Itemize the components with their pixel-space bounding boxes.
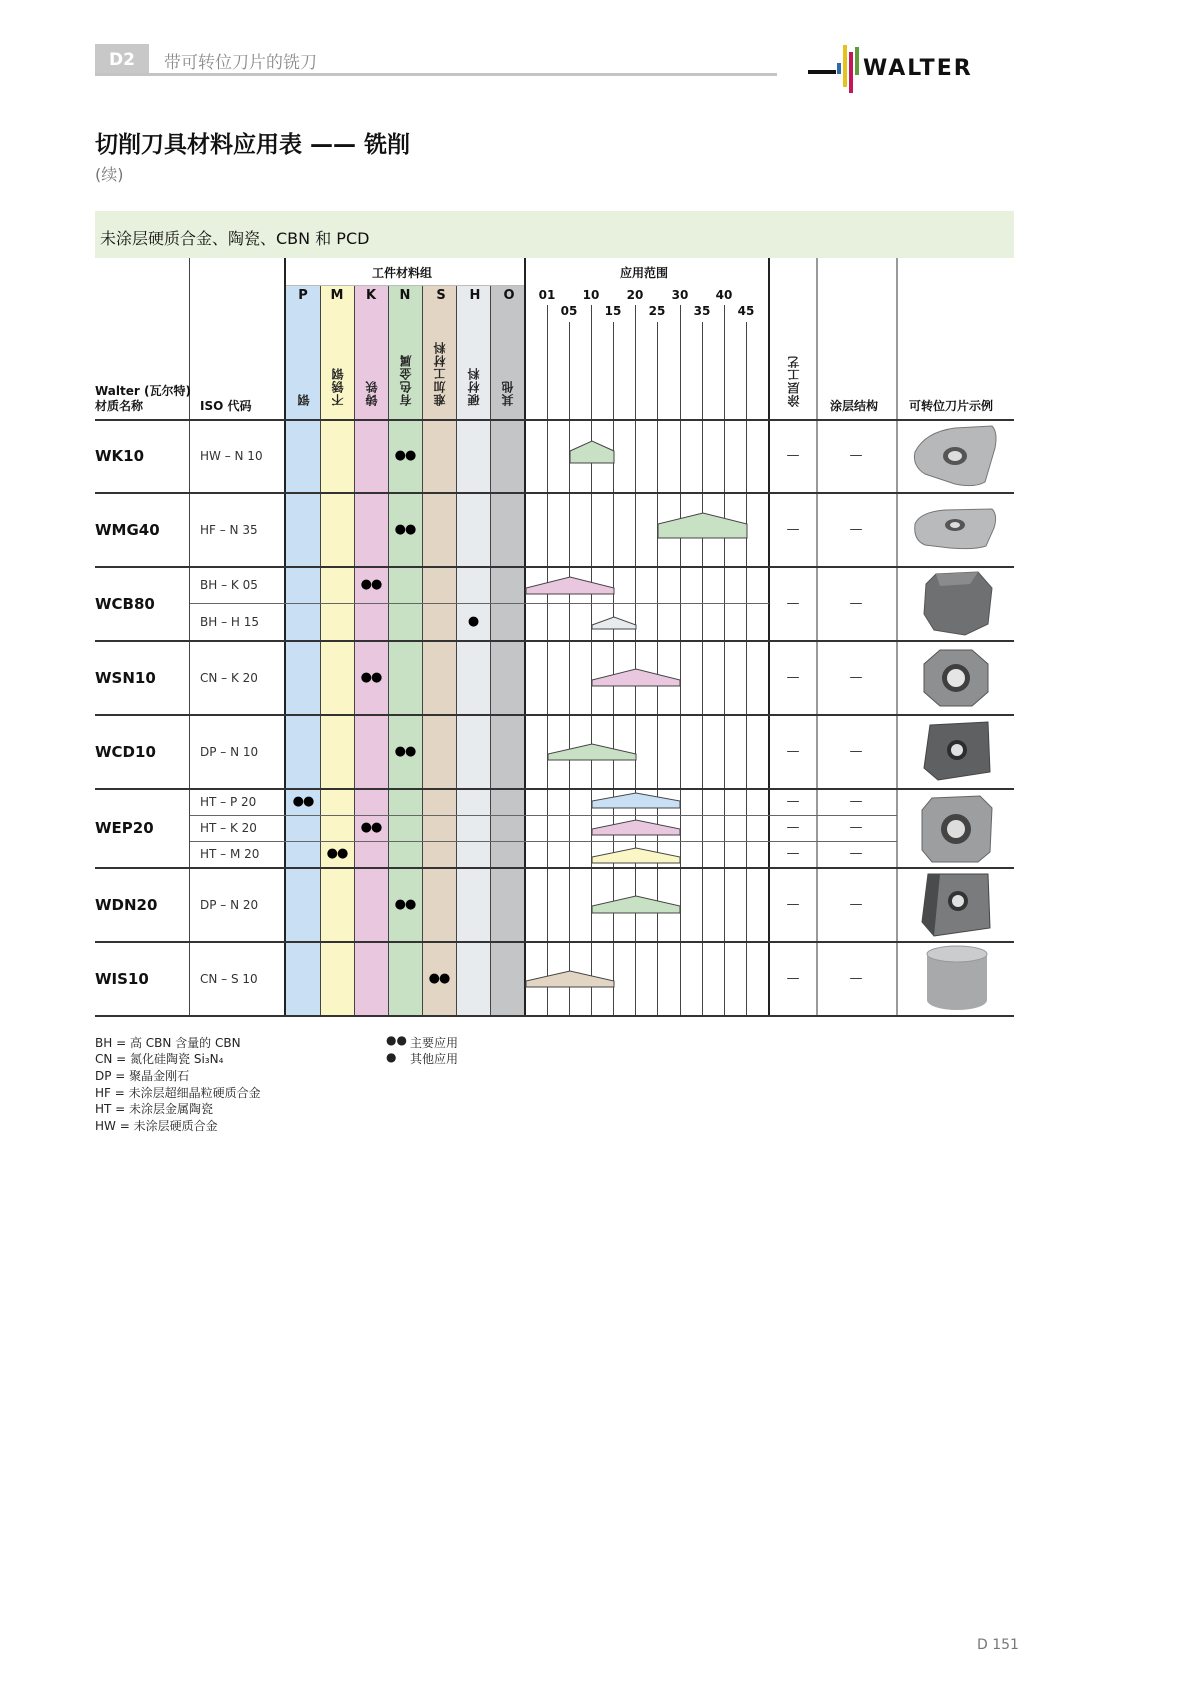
legend-dp: DP = 聚晶金刚石 bbox=[95, 1069, 190, 1083]
tick-label-20: 20 bbox=[626, 288, 644, 302]
chapter-code-badge: D2 bbox=[95, 44, 149, 75]
group-letter-n: N bbox=[399, 288, 411, 303]
legend-bh: BH = 高 CBN 含量的 CBN bbox=[95, 1036, 241, 1050]
range-bar-wcb80-h15 bbox=[592, 617, 636, 629]
main-application-dots: ●● bbox=[326, 846, 348, 861]
iso-code: CN – K 20 bbox=[200, 671, 258, 685]
coating-structure-value: — bbox=[849, 670, 863, 685]
coating-structure-value: — bbox=[849, 448, 863, 463]
group-label-n: 有色金属 bbox=[399, 354, 413, 406]
insert-image-wis10 bbox=[927, 946, 987, 1010]
group-label-s: 难加工材料 bbox=[433, 341, 447, 406]
tick-label-05: 05 bbox=[560, 304, 578, 318]
range-bar-wep20-p20 bbox=[592, 793, 680, 808]
group-label-p: 钢 bbox=[297, 393, 311, 406]
insert-image-wcb80 bbox=[924, 572, 992, 635]
grade-name: WK10 bbox=[95, 447, 145, 465]
range-bar-wep20-k20 bbox=[592, 820, 680, 835]
insert-image-wk10 bbox=[914, 426, 996, 486]
legend-symbol-main: ●● bbox=[386, 1033, 407, 1047]
coating-structure-value: — bbox=[849, 820, 863, 835]
header-application-range: 应用范围 bbox=[620, 266, 669, 280]
iso-code: BH – H 15 bbox=[200, 615, 259, 629]
page-number: D 151 bbox=[977, 1637, 1019, 1653]
iso-code: HT – K 20 bbox=[200, 821, 257, 835]
group-label-h: 硬材料 bbox=[467, 367, 481, 406]
iso-code: HF – N 35 bbox=[200, 523, 258, 537]
coating-process-value: — bbox=[786, 522, 800, 537]
group-label-o: 其他 bbox=[501, 380, 515, 406]
legend-cn: CN = 氮化硅陶瓷 Si₃N₄ bbox=[95, 1052, 224, 1066]
legend-symbol-other: ● bbox=[386, 1050, 397, 1064]
coating-structure-value: — bbox=[849, 744, 863, 759]
main-application-dots: ●● bbox=[394, 448, 416, 463]
range-bar-wcb80-k05 bbox=[526, 577, 614, 594]
group-letter-p: P bbox=[298, 288, 308, 303]
section-title: 未涂层硬质合金、陶瓷、CBN 和 PCD bbox=[100, 229, 370, 248]
coating-process-value: — bbox=[786, 670, 800, 685]
insert-image-wcd10 bbox=[924, 722, 990, 780]
group-letter-s: S bbox=[436, 288, 446, 303]
range-bar-wmg40 bbox=[658, 513, 747, 538]
iso-code: HW – N 10 bbox=[200, 449, 263, 463]
legend-hf: HF = 未涂层超细晶粒硬质合金 bbox=[95, 1086, 261, 1100]
coating-process-value: — bbox=[786, 744, 800, 759]
tick-label-35: 35 bbox=[693, 304, 711, 318]
grade-name: WCD10 bbox=[95, 743, 156, 761]
main-application-dots: ●● bbox=[360, 820, 382, 835]
coating-process-value: — bbox=[786, 971, 800, 986]
iso-code: CN – S 10 bbox=[200, 972, 258, 986]
header-material-name-line1: Walter (瓦尔特) bbox=[95, 384, 191, 398]
insert-image-wep20 bbox=[922, 796, 992, 862]
header-coating-structure: 涂层结构 bbox=[830, 399, 879, 413]
page-subtitle: (续) bbox=[95, 165, 124, 184]
coating-structure-value: — bbox=[849, 971, 863, 986]
tick-label-25: 25 bbox=[648, 304, 666, 318]
page-title: 切削刀具材料应用表 —— 铣削 bbox=[95, 132, 411, 158]
grade-name: WSN10 bbox=[95, 669, 156, 687]
group-label-k: 铸铁 bbox=[365, 380, 379, 406]
walter-wordmark: WALTER bbox=[863, 56, 973, 81]
header-coating-process: 涂层工艺 bbox=[787, 355, 801, 407]
tick-label-10: 10 bbox=[582, 288, 600, 302]
main-application-dots: ●● bbox=[360, 670, 382, 685]
insert-image-wmg40 bbox=[915, 509, 996, 549]
iso-code: HT – M 20 bbox=[200, 847, 260, 861]
main-application-dots: ●● bbox=[394, 522, 416, 537]
group-letter-o: O bbox=[503, 288, 515, 303]
legend-hw: HW = 未涂层硬质合金 bbox=[95, 1119, 218, 1133]
grade-name: WCB80 bbox=[95, 595, 155, 613]
header-iso-code: ISO 代码 bbox=[200, 399, 252, 413]
range-bar-wk10 bbox=[570, 441, 614, 463]
coating-process-value: — bbox=[786, 794, 800, 809]
other-application-dot: ● bbox=[467, 614, 479, 629]
legend-label-other: 其他应用 bbox=[410, 1052, 459, 1066]
grade-name: WMG40 bbox=[95, 521, 160, 539]
header-material-name-line2: 材质名称 bbox=[95, 399, 144, 413]
legend-ht: HT = 未涂层金属陶瓷 bbox=[95, 1102, 214, 1116]
coating-structure-value: — bbox=[849, 794, 863, 809]
iso-code: BH – K 05 bbox=[200, 578, 258, 592]
coating-process-value: — bbox=[786, 846, 800, 861]
tick-label-45: 45 bbox=[737, 304, 755, 318]
grade-name: WEP20 bbox=[95, 819, 154, 837]
iso-code: HT – P 20 bbox=[200, 795, 257, 809]
group-letter-h: H bbox=[469, 288, 481, 303]
tick-label-30: 30 bbox=[671, 288, 689, 302]
iso-code: DP – N 20 bbox=[200, 898, 259, 912]
coating-structure-value: — bbox=[849, 522, 863, 537]
insert-image-wdn20 bbox=[922, 874, 990, 936]
main-application-dots: ●● bbox=[292, 794, 314, 809]
legend-label-main: 主要应用 bbox=[410, 1036, 459, 1050]
tick-label-01: 01 bbox=[538, 288, 556, 302]
main-application-dots: ●● bbox=[428, 971, 450, 986]
range-bar-wep20-m20 bbox=[592, 848, 680, 863]
coating-process-value: — bbox=[786, 820, 800, 835]
coating-structure-value: — bbox=[849, 846, 863, 861]
coating-structure-value: — bbox=[849, 897, 863, 912]
coating-process-value: — bbox=[786, 897, 800, 912]
header-workpiece-group: 工件材料组 bbox=[372, 266, 433, 280]
grade-name: WDN20 bbox=[95, 896, 158, 914]
range-bar-wcd10 bbox=[548, 744, 636, 760]
range-bar-wsn10 bbox=[592, 669, 680, 686]
insert-image-wsn10 bbox=[924, 650, 988, 706]
tick-label-40: 40 bbox=[715, 288, 733, 302]
coating-process-value: — bbox=[786, 596, 800, 611]
coating-structure-value: — bbox=[849, 596, 863, 611]
chapter-title: 带可转位刀片的铣刀 bbox=[164, 53, 317, 73]
main-application-dots: ●● bbox=[394, 744, 416, 759]
main-application-dots: ●● bbox=[360, 577, 382, 592]
range-bar-wdn20 bbox=[592, 896, 680, 913]
grade-name: WIS10 bbox=[95, 970, 149, 988]
group-letter-k: K bbox=[365, 288, 377, 303]
iso-code: DP – N 10 bbox=[200, 745, 259, 759]
main-application-dots: ●● bbox=[394, 897, 416, 912]
tick-label-15: 15 bbox=[604, 304, 622, 318]
group-letter-m: M bbox=[330, 288, 344, 303]
group-label-m: 不锈钢 bbox=[331, 367, 345, 406]
header-insert-example: 可转位刀片示例 bbox=[909, 399, 994, 413]
range-bar-wis10 bbox=[526, 971, 614, 987]
coating-process-value: — bbox=[786, 448, 800, 463]
